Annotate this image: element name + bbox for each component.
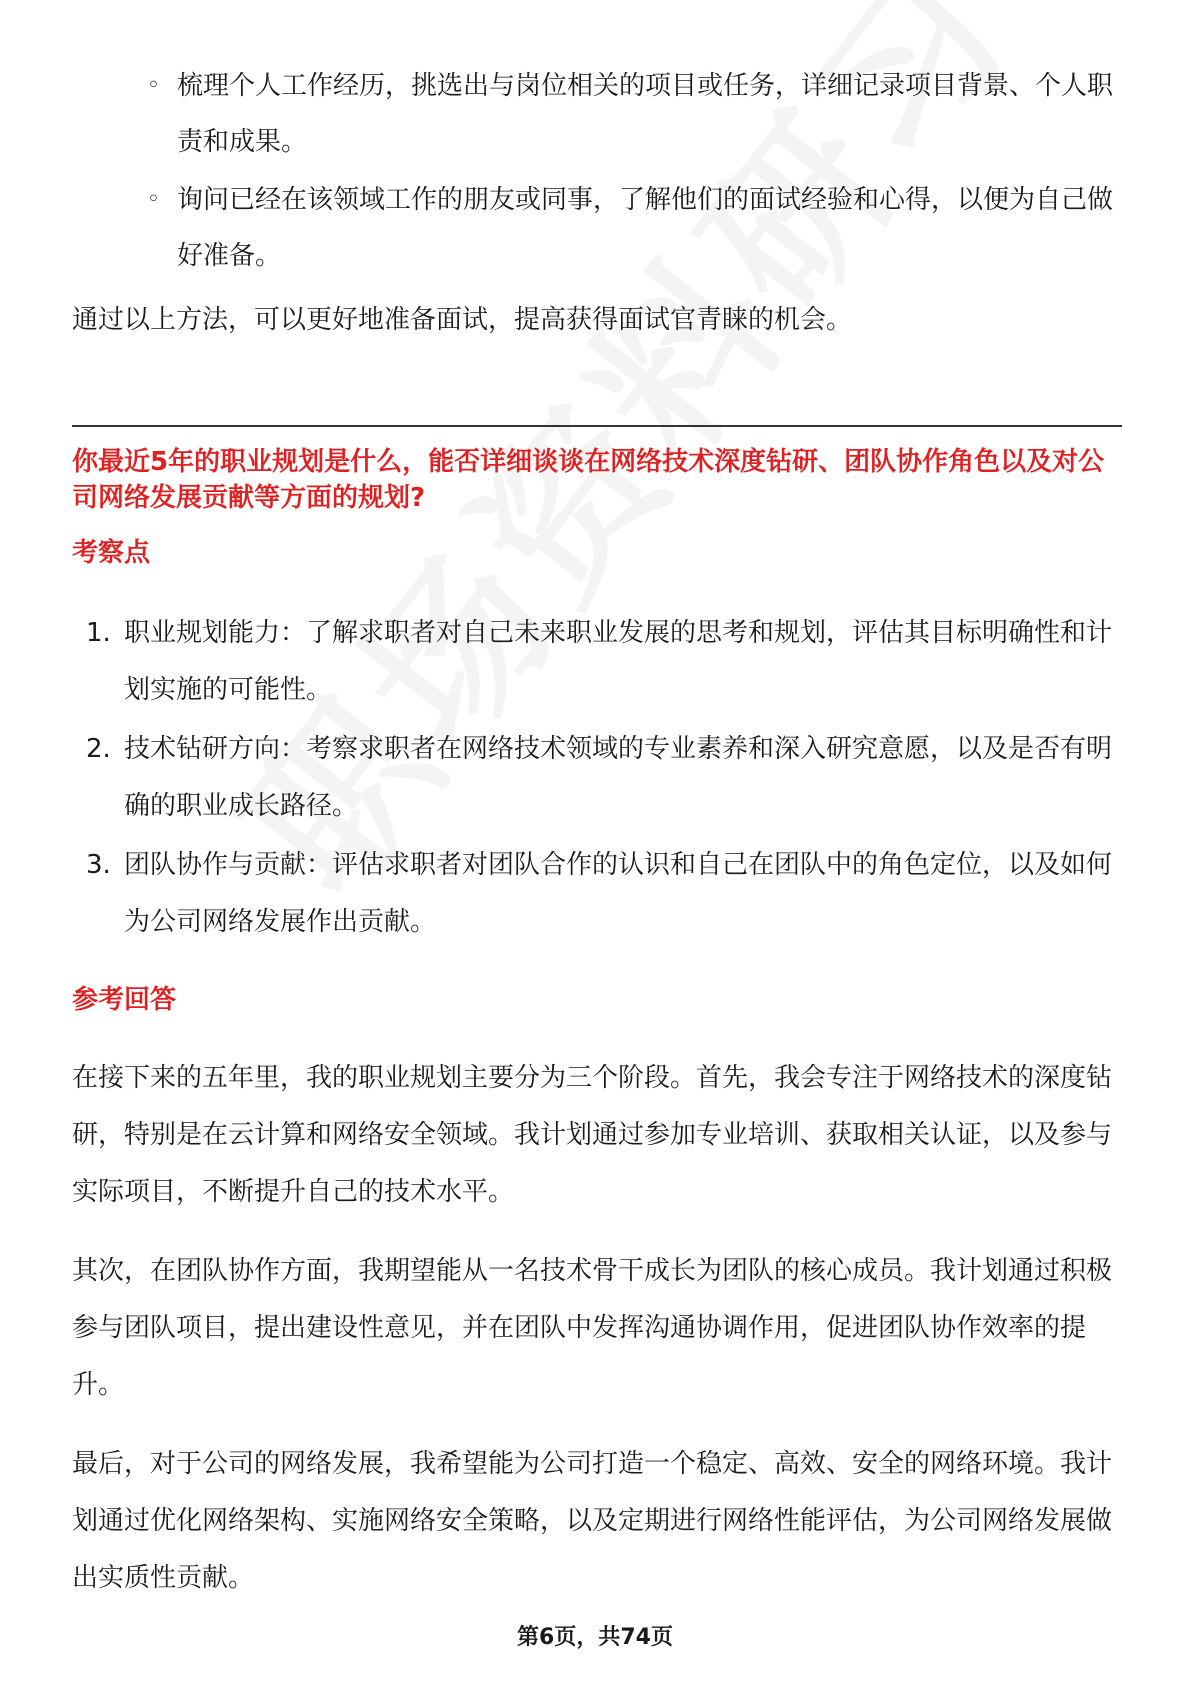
- list-item: [72, 721, 1122, 835]
- item-text: 技术钻研方向：考察求职者在网络技术领域的专业素养和深入研究意愿，以及是否有明确的职业成长路径。: [124, 734, 1113, 821]
- bullet-list: [72, 58, 1122, 286]
- page-footer: 第6页，共74页: [517, 1625, 673, 1650]
- item-number: 2.: [86, 734, 111, 764]
- question-heading: 你最近5年的职业规划是什么，能否详细谈谈在网络技术深度钻研、团队协作角色以及对公司网络发展贡献等方面的规划?: [72, 447, 1105, 513]
- list-item: [72, 837, 1122, 951]
- section-title-answer: 参考回答: [72, 985, 177, 1015]
- list-item: [72, 605, 1122, 719]
- section-divider: [72, 425, 1122, 427]
- item-number: 1.: [86, 618, 111, 648]
- answer-paragraph: 最后，对于公司的网络发展，我希望能为公司打造一个稳定、高效、安全的网络环境。我计划通过优化网络架构、实施网络安全策略，以及定期进行网络性能评估，为公司网络发展做出实质性贡献。: [72, 1449, 1113, 1593]
- item-text: 职业规划能力：了解求职者对自己未来职业发展的思考和规划，评估其目标明确性和计划实施的可能性。: [124, 618, 1113, 705]
- points-list: [72, 605, 1122, 953]
- item-text: 团队协作与贡献：评估求职者对团队合作的认识和自己在团队中的角色定位，以及如何为公司网络发展作出贡献。: [124, 850, 1113, 937]
- section-title-kaochadian: 考察点: [72, 538, 151, 568]
- list-item: [72, 58, 1122, 170]
- bullet-text: 询问已经在该领域工作的朋友或同事，了解他们的面试经验和心得，以便为自己做好准备。: [177, 185, 1114, 271]
- list-item: [72, 172, 1122, 284]
- answer-paragraph: 其次，在团队协作方面，我期望能从一名技术骨干成长为团队的核心成员。我计划通过积极参与团队项目，提出建设性意见，并在团队中发挥沟通协调作用，促进团队协作效率的提升。: [72, 1256, 1113, 1400]
- bullet-text: 梳理个人工作经历，挑选出与岗位相关的项目或任务，详细记录项目背景、个人职责和成果。: [177, 71, 1114, 157]
- item-number: 3.: [86, 850, 111, 880]
- answer-paragraph: 在接下来的五年里，我的职业规划主要分为三个阶段。首先，我会专注于网络技术的深度钻研，特别是在云计算和网络安全领域。我计划通过参加专业培训、获取相关认证，以及参与实际项目，不断提升自己的技术水平。: [72, 1063, 1113, 1207]
- bullet-marker: ◦: [147, 73, 160, 98]
- bullet-marker: ◦: [147, 187, 160, 212]
- summary-paragraph: 通过以上方法，可以更好地准备面试，提高获得面试官青睐的机会。: [72, 305, 853, 335]
